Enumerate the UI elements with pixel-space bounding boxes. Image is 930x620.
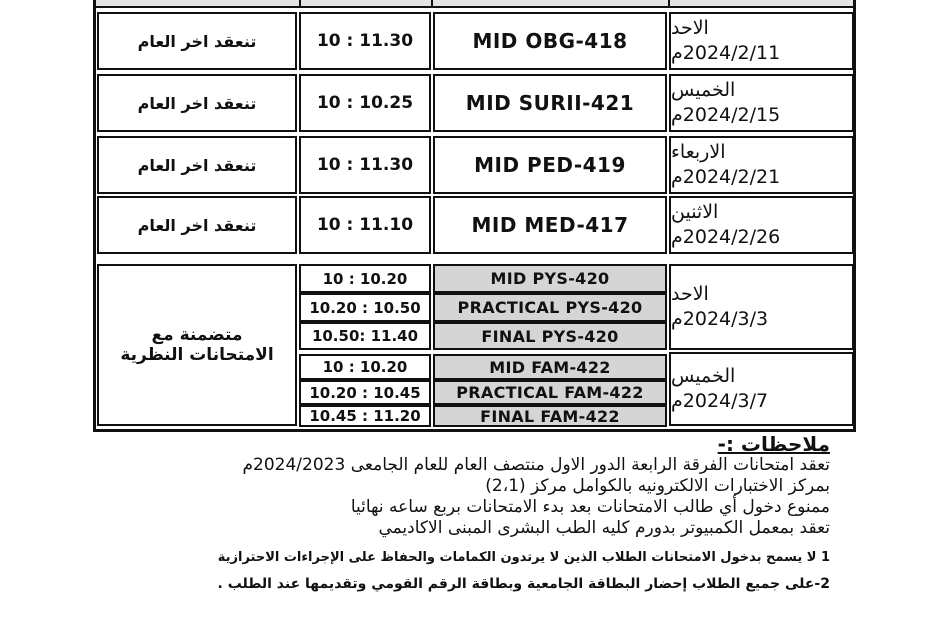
notes-title: ملاحظات :- <box>717 432 830 456</box>
course-cell <box>433 354 667 380</box>
time-cell <box>299 264 431 293</box>
day-cell <box>669 12 854 70</box>
note-text: تنعقد اخر العام <box>137 155 257 175</box>
course-cell <box>433 405 667 427</box>
time-text: 10.45 : 11.20 <box>309 407 421 425</box>
group-note-line: الامتحانات النظرية <box>120 345 274 365</box>
note-cell <box>97 74 297 132</box>
group-note-cell <box>97 264 297 426</box>
course-code: MID OBG-418 <box>472 29 628 53</box>
exam-date: 2024/3/7م <box>671 390 769 412</box>
time-text: 10 : 10.20 <box>322 269 408 288</box>
time-cell <box>299 12 431 70</box>
course-cell <box>433 264 667 293</box>
course-code: MID FAM-422 <box>489 357 611 377</box>
course-cell <box>433 136 667 194</box>
course-code: MID MED-417 <box>471 213 629 237</box>
course-cell <box>433 12 667 70</box>
time-text: 10 : 10.25 <box>316 93 414 113</box>
time-cell <box>299 380 431 405</box>
note-cell <box>97 136 297 194</box>
course-cell <box>433 196 667 254</box>
notes-line: تعقد امتحانات الفرقة الرابعة الدور الاول منتصف العام للعام الجامعى 2024/2023م <box>242 455 830 475</box>
exam-date: 2024/2/21م <box>671 166 781 188</box>
notes-line: بمركز الاختبارات الالكترونيه بالكوامل مركز (2،1) <box>485 476 830 496</box>
time-text: 10 : 11.10 <box>316 215 414 235</box>
note-text: تنعقد اخر العام <box>137 215 257 235</box>
course-cell <box>433 322 667 350</box>
rule-line: 1 لا يسمح بدخول الامتحانات الطلاب الذين لا يرتدون الكمامات والحفاظ على الإجراءات الاحترازية <box>217 550 830 565</box>
day-name: الاثنين <box>671 201 719 223</box>
day-cell <box>669 264 854 350</box>
day-name: الاحد <box>671 283 709 305</box>
course-code: FINAL PYS-420 <box>481 326 619 346</box>
exam-date: 2024/2/15م <box>671 104 781 126</box>
rule-line: 2-على جميع الطلاب إحضار البطاقة الجامعية وبطاقة الرقم القومي وتقديمها عند الطلب . <box>217 576 830 592</box>
course-code: MID PED-419 <box>474 153 626 177</box>
day-cell <box>669 352 854 426</box>
course-code: MID PYS-420 <box>490 269 610 288</box>
time-cell <box>299 322 431 350</box>
time-cell <box>299 354 431 380</box>
exam-date: 2024/2/26م <box>671 226 781 248</box>
time-cell <box>299 196 431 254</box>
note-text: تنعقد اخر العام <box>137 31 257 51</box>
time-text: 10.20 : 10.50 <box>309 298 421 317</box>
group-note-line: متضمنة مع <box>151 325 243 345</box>
time-text: 10.20 : 10.45 <box>309 383 421 402</box>
exam-date: 2024/3/3م <box>671 308 769 330</box>
course-cell <box>433 380 667 405</box>
course-code: MID SURII-421 <box>465 91 635 115</box>
day-name: الخميس <box>671 79 736 101</box>
day-cell <box>669 196 854 254</box>
time-cell <box>299 136 431 194</box>
exam-date: 2024/2/11م <box>671 42 781 64</box>
day-cell <box>669 136 854 194</box>
notes-section <box>70 434 830 595</box>
day-name: الاربعاء <box>671 141 726 163</box>
time-cell <box>299 74 431 132</box>
notes-line: ممنوع دخول أي طالب الامتحانات بعد بدء الامتحانات بربع ساعه نهائيا <box>350 497 830 517</box>
note-cell <box>97 196 297 254</box>
course-code: FINAL FAM-422 <box>480 406 620 426</box>
time-text: 10 : 11.30 <box>316 31 414 51</box>
note-text: تنعقد اخر العام <box>137 93 257 113</box>
course-code: PRACTICAL PYS-420 <box>457 298 643 317</box>
time-text: 10.50: 11.40 <box>311 327 419 345</box>
day-name: الاحد <box>671 17 709 39</box>
time-cell <box>299 293 431 322</box>
note-cell <box>97 12 297 70</box>
course-cell <box>433 293 667 322</box>
day-cell <box>669 74 854 132</box>
course-cell <box>433 74 667 132</box>
notes-line: تعقد بمعمل الكمبيوتر بدورم كليه الطب البشرى المبنى الاكاديمي <box>378 518 830 538</box>
course-code: PRACTICAL FAM-422 <box>456 383 644 402</box>
time-text: 10 : 10.20 <box>322 358 408 376</box>
day-name: الخميس <box>671 365 736 387</box>
time-cell <box>299 405 431 427</box>
time-text: 10 : 11.30 <box>316 155 414 175</box>
